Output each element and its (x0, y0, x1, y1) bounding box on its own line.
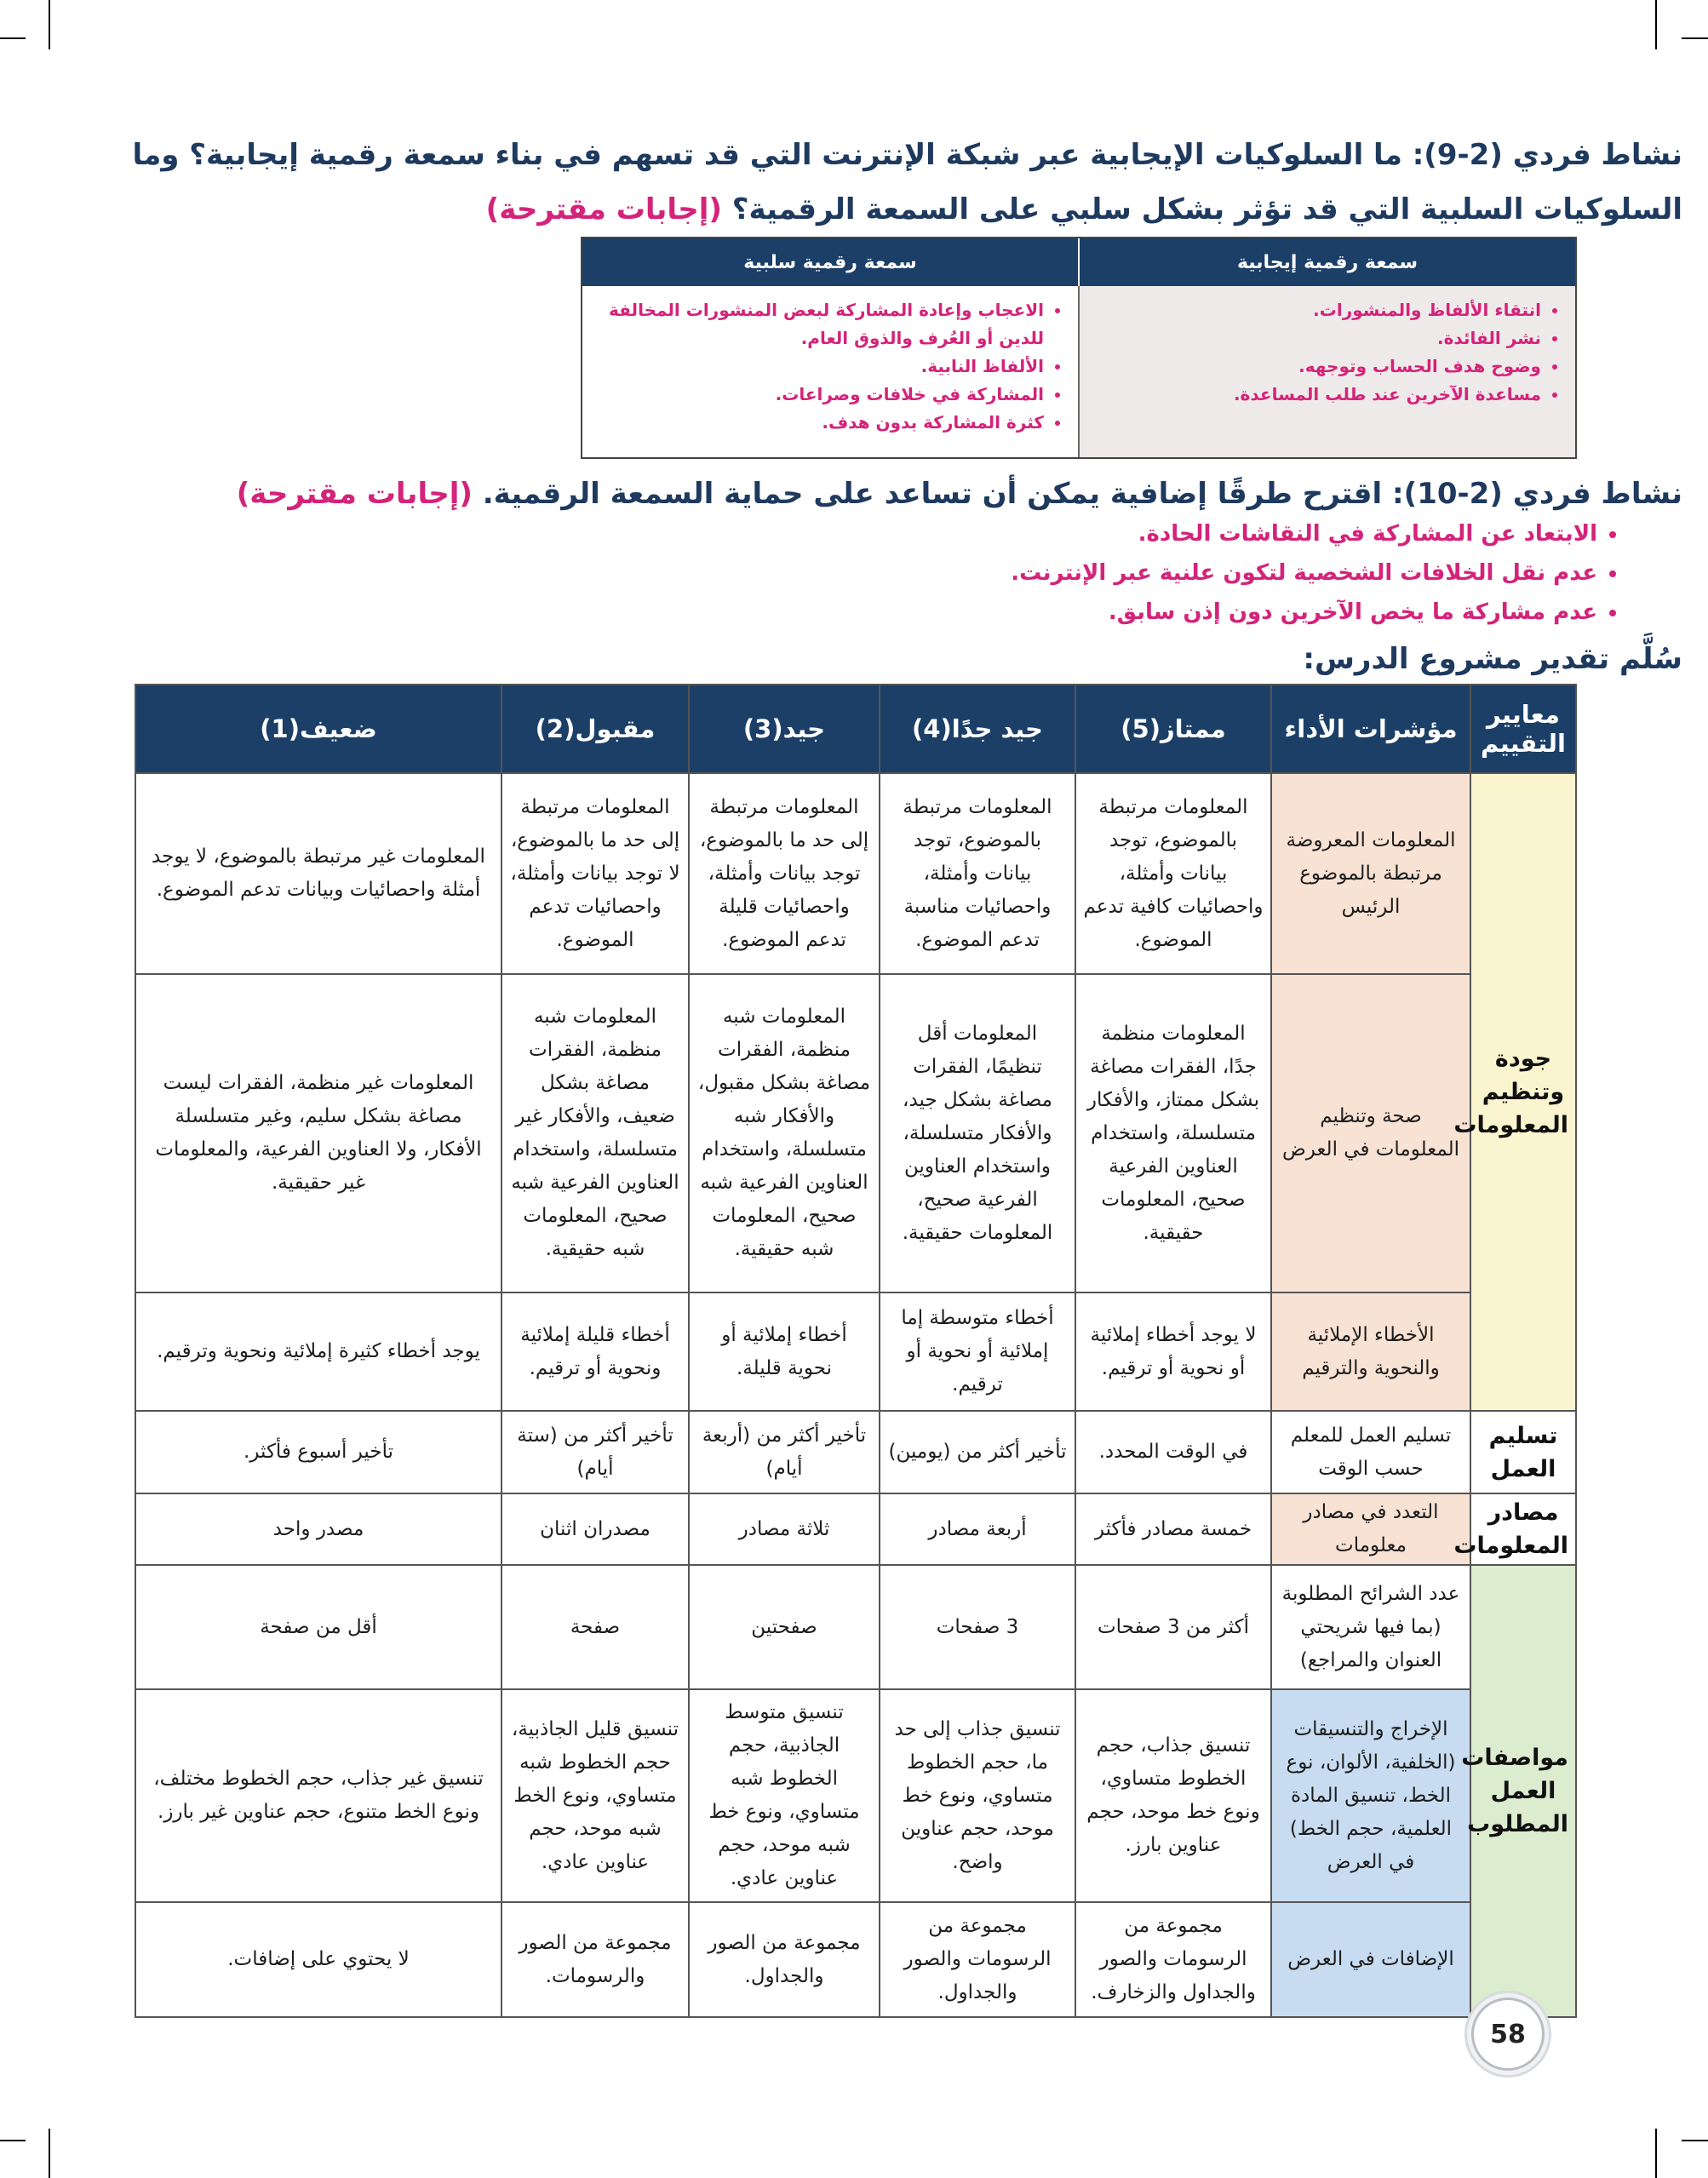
rubric-cell: أربعة مصادر (880, 1493, 1075, 1565)
list-item: • كثرة المشاركة بدون هدف. (598, 409, 1044, 437)
rubric-cell: تنسيق جذاب إلى حد ما، حجم الخطوط متساوي، ونوع خط موحد، حجم عناوين واضح. (880, 1689, 1075, 1902)
reputation-table (581, 237, 1577, 459)
indicator-cell: عدد الشرائح المطلوبة (بما فيها شريحتي العنوان والمراجع) (1271, 1565, 1470, 1689)
activity-9-answers-tag: (إجابات مقترحة) (485, 192, 722, 226)
activity-9-heading (107, 128, 1682, 237)
crop-mark (49, 2129, 50, 2178)
activity-10-answers-tag: (إجابات مقترحة) (236, 477, 473, 511)
rubric-cell: مصدران اثنان (502, 1493, 689, 1565)
category-sources: مصادر المعلومات (1470, 1493, 1576, 1565)
indicator-cell: تسليم العمل للمعلم حسب الوقت (1271, 1411, 1470, 1493)
header-acceptable: مقبول(2) (502, 685, 689, 773)
crop-mark (49, 0, 50, 49)
rubric-cell: تنسيق قليل الجاذبية، حجم الخطوط شبه متساوي، ونوع الخط شبه موحد، حجم عناوين عادي. (502, 1689, 689, 1902)
header-weak: ضعيف(1) (135, 685, 502, 773)
rubric-cell: تنسيق غير جذاب، حجم الخطوط مختلف، ونوع الخط متنوع، حجم عناوين غير بارز. (135, 1689, 502, 1902)
list-item: • مساعدة الآخرين عند طلب المساعدة. (1095, 381, 1541, 409)
table-row (135, 1411, 1576, 1493)
crop-mark (0, 2140, 26, 2141)
list-item: • انتقاء الألفاظ والمنشورات. (1095, 296, 1541, 324)
table-row (135, 1689, 1576, 1902)
rubric-cell: أكثر من 3 صفحات (1075, 1565, 1271, 1689)
rubric-cell: تأخير أكثر من (أربعة أيام) (689, 1411, 880, 1493)
category-delivery: تسليم العمل (1470, 1411, 1576, 1493)
rubric-cell: 3 صفحات (880, 1565, 1075, 1689)
rubric-cell: صفحة (502, 1565, 689, 1689)
rubric-cell: المعلومات غير مرتبطة بالموضوع، لا يوجد أمثلة واحصائيات وبيانات تدعم الموضوع. (135, 773, 502, 974)
rubric-cell: المعلومات شبه منظمة، الفقرات مصاغة بشكل ضعيف، والأفكار غير متسلسلة، واستخدام العناوين الفرعية شبه صحيح، المعلومات شبه حقيقية. (502, 974, 689, 1292)
negative-list (598, 296, 1063, 437)
list-item: • وضوح هدف الحساب وتوجهه. (1095, 352, 1541, 381)
activity-9-line2 (107, 182, 1682, 237)
list-item: • عدم نقل الخلافات الشخصية لتكون علنية عبر الإنترنت. (1011, 553, 1597, 593)
rubric-cell: مصدر واحد (135, 1493, 502, 1565)
rubric-cell: تأخير أكثر من (ستة أيام) (502, 1411, 689, 1493)
rubric-cell: لا يحتوي على إضافات. (135, 1902, 502, 2017)
table-row (135, 974, 1576, 1292)
activity-9-line2-text: السلوكيات السلبية التي قد تؤثر بشكل سلبي على السمعة الرقمية؟ (731, 192, 1682, 226)
rubric-cell: أخطاء إملائية أو نحوية قليلة. (689, 1292, 880, 1411)
positive-header: سمعة رقمية إيجابية (1236, 251, 1419, 273)
rubric-cell: تنسيق جذاب، حجم الخطوط متساوي، ونوع خط موحد، حجم عناوين بارز. (1075, 1689, 1271, 1902)
reputation-table-body (582, 286, 1575, 457)
table-row (135, 1565, 1576, 1689)
table-row (135, 1493, 1576, 1565)
list-item: • الاعجاب وإعادة المشاركة لبعض المنشورات المخالفة للدين أو العُرف والذوق العام. (598, 296, 1044, 352)
page-number: 58 (1471, 1997, 1545, 2071)
table-row (135, 1292, 1576, 1411)
activity-10-text: نشاط فردي (2-10): اقترح طرقًا إضافية يمكن أن تساعد على حماية السمعة الرقمية. (482, 477, 1682, 511)
negative-header: سمعة رقمية سلبية (582, 238, 1080, 286)
indicator-cell: الإضافات في العرض (1271, 1902, 1470, 2017)
rubric-cell: المعلومات مرتبطة بالموضوع، توجد بيانات وأمثلة، واحصائيات مناسبة تدعم الموضوع. (880, 773, 1075, 974)
indicator-cell: التعدد في مصادر معلومات (1271, 1493, 1470, 1565)
rubric-cell: لا يوجد أخطاء إملائية أو نحوية أو ترقيم. (1075, 1292, 1271, 1411)
header-good: جيد(3) (689, 685, 880, 773)
rubric-cell: خمسة مصادر فأكثر (1075, 1493, 1271, 1565)
rubric-cell: أخطاء متوسطة إما إملائية أو نحوية أو ترقيم. (880, 1292, 1075, 1411)
rubric-cell: تأخير أسبوع فأكثر. (135, 1411, 502, 1493)
rubric-cell: ثلاثة مصادر (689, 1493, 880, 1565)
table-row (135, 1902, 1576, 2017)
rubric-cell: مجموعة من الصور والجداول. (689, 1902, 880, 2017)
rubric-cell: صفحتين (689, 1565, 880, 1689)
rubric-cell: تأخير أكثر من (يومين) (880, 1411, 1075, 1493)
header-very-good: جيد جدًا(4) (880, 685, 1075, 773)
reputation-table-header (582, 238, 1575, 286)
crop-mark (0, 37, 26, 39)
indicator-cell: الأخطاء الإملائية والنحوية والترقيم (1271, 1292, 1470, 1411)
positive-list (1095, 296, 1560, 409)
crop-mark (1682, 2140, 1708, 2141)
crop-mark (1682, 37, 1708, 39)
rubric-cell: المعلومات غير منظمة، الفقرات ليست مصاغة بشكل سليم، وغير متسلسلة الأفكار، ولا العناوين الفرعية، والمعلومات غير حقيقية. (135, 974, 502, 1292)
category-quality: جودة وتنظيم المعلومات (1470, 773, 1576, 1411)
list-item: • المشاركة في خلافات وصراعات. (598, 381, 1044, 409)
rubric-cell: مجموعة من الرسومات والصور والجداول والزخارف. (1075, 1902, 1271, 2017)
list-item: • الألفاظ النابية. (598, 352, 1044, 381)
list-item: • نشر الفائدة. (1095, 324, 1541, 352)
crop-mark (1655, 0, 1657, 49)
rubric-cell: المعلومات شبه منظمة، الفقرات مصاغة بشكل مقبول، والأفكار شبه متسلسلة، واستخدام العناوين الفرعية شبه صحيح، المعلومات شبه حقيقية. (689, 974, 880, 1292)
rubric-cell: المعلومات مرتبطة بالموضوع، توجد بيانات وأمثلة، واحصائيات كافية تدعم الموضوع. (1075, 773, 1271, 974)
rubric-cell: أخطاء قليلة إملائية ونحوية أو ترقيم. (502, 1292, 689, 1411)
activity-10-heading (107, 467, 1682, 521)
activity-9-line1: نشاط فردي (2-9): ما السلوكيات الإيجابية عبر شبكة الإنترنت التي قد تسهم في بناء سمعة رقمية إيجابية؟ وما (132, 138, 1682, 172)
positive-column (1080, 286, 1575, 457)
indicator-cell: المعلومات المعروضة مرتبطة بالموضوع الرئيس (1271, 773, 1470, 974)
rubric-cell: المعلومات أقل تنظيمًا، الفقرات مصاغة بشكل جيد، والأفكار متسلسلة، واستخدام العناوين الفرعية صحيح، المعلومات حقيقية. (880, 974, 1075, 1292)
rubric-cell: المعلومات منظمة جدًا، الفقرات مصاغة بشكل ممتاز، والأفكار متسلسلة، واستخدام العناوين الفرعية صحيح، المعلومات حقيقية. (1075, 974, 1271, 1292)
rubric-cell: المعلومات مرتبطة إلى حد ما بالموضوع، توجد بيانات وأمثلة، واحصائيات قليلة تدعم الموضوع. (689, 773, 880, 974)
rubric-title: سُلَّم تقدير مشروع الدرس: (1303, 642, 1682, 676)
rubric-cell: يوجد أخطاء كثيرة إملائية ونحوية وترقيم. (135, 1292, 502, 1411)
rubric-cell: في الوقت المحدد. (1075, 1411, 1271, 1493)
rubric-cell: مجموعة من الصور والرسومات. (502, 1902, 689, 2017)
list-item: • الابتعاد عن المشاركة في النقاشات الحادة. (1011, 514, 1597, 553)
table-row (135, 773, 1576, 974)
negative-column (582, 286, 1080, 457)
rubric-cell: تنسيق متوسط الجاذبية، حجم الخطوط شبه متساوي، ونوع خط شبه موحد، حجم عناوين عادي. (689, 1689, 880, 1902)
list-item: • عدم مشاركة ما يخص الآخرين دون إذن سابق. (1011, 593, 1597, 632)
indicator-cell: صحة وتنظيم المعلومات في العرض (1271, 974, 1470, 1292)
rubric-header-row (135, 685, 1576, 773)
header-indicators: مؤشرات الأداء (1271, 685, 1470, 773)
rubric-table (135, 684, 1577, 2018)
rubric-cell: أقل من صفحة (135, 1565, 502, 1689)
header-excellent: ممتاز(5) (1075, 685, 1271, 773)
header-criteria: معايير التقييم (1470, 685, 1576, 773)
activity-10-list (1011, 514, 1623, 632)
indicator-cell: الإخراج والتنسيقات (الخلفية، الألوان، نوع الخط، تنسيق المادة العلمية، حجم الخط) في العرض (1271, 1689, 1470, 1902)
category-specs: مواصفات العمل المطلوب (1470, 1565, 1576, 2017)
crop-mark (1655, 2129, 1657, 2178)
rubric-cell: المعلومات مرتبطة إلى حد ما بالموضوع، لا توجد بيانات وأمثلة، واحصائيات تدعم الموضوع. (502, 773, 689, 974)
rubric-cell: مجموعة من الرسومات والصور والجداول. (880, 1902, 1075, 2017)
